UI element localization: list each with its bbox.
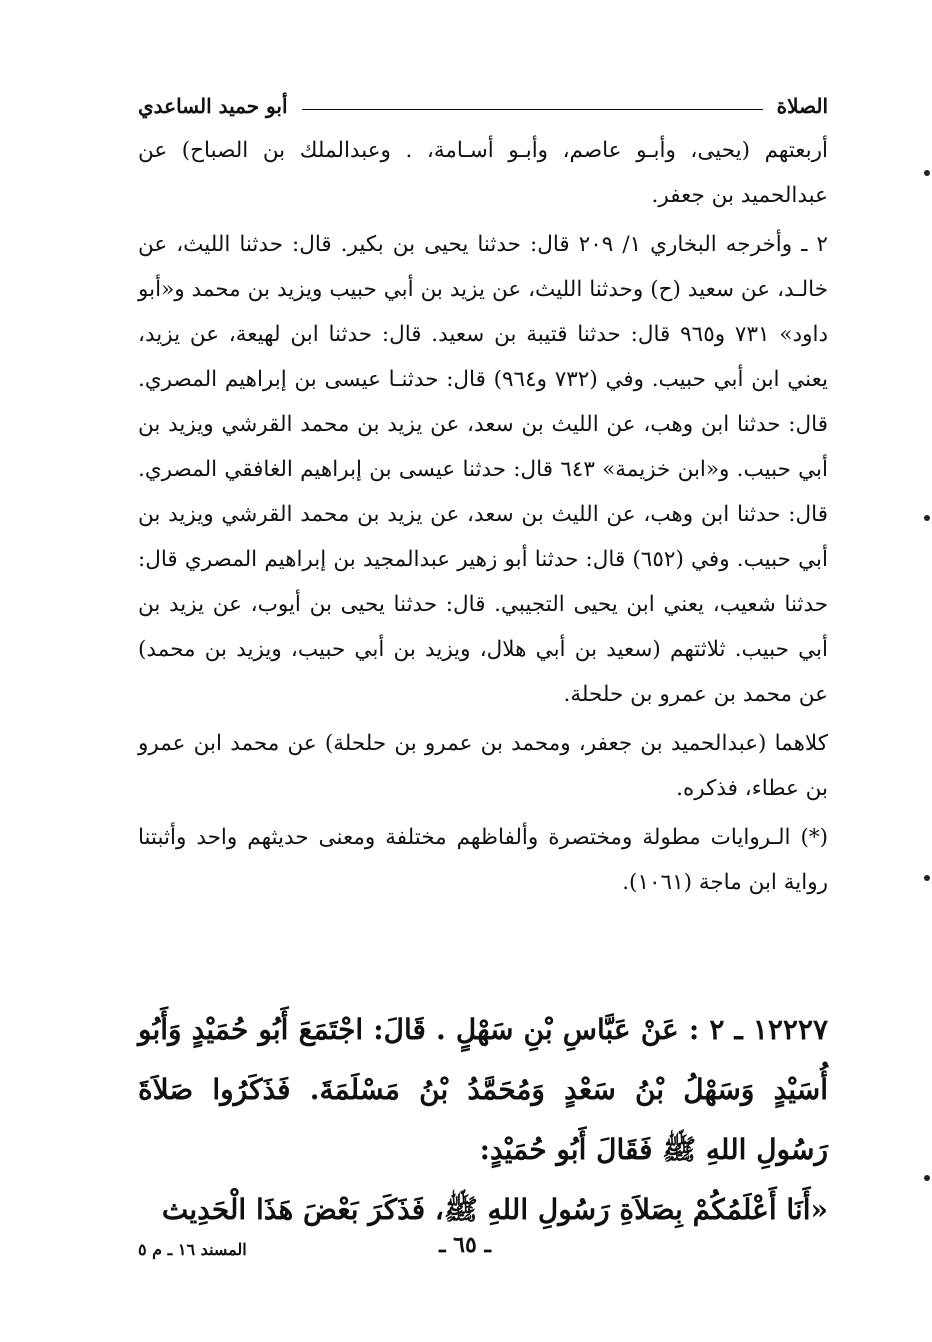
header-section-title: الصلاة	[776, 94, 828, 118]
margin-mark	[924, 515, 930, 521]
margin-mark	[924, 170, 930, 176]
hadith-paragraph: «أَنَا أَعْلَمُكُمْ بِصَلاَةِ رَسُولِ اللهِ ﷺ، فَذَكَرَ بَعْضَ هَذَا الْحَدِيث	[161, 1193, 828, 1226]
header-narrator-title: أبو حميد الساعدي	[138, 94, 288, 118]
margin-mark	[924, 1175, 930, 1181]
note-paragraph: ٢ ـ وأخرجه البخاري ١/ ٢٠٩ قال: حدثنا يحيى بن بكير. قال: حدثنا الليث، عن خالـد، عن سعيد (ح) وحدثنا الليث، عن يزيد بن أبي حبيب ويزيد بن محمد و«أبو داود» ٧٣١ و٩٦٥ قال: حدثنا قتيبة بن سعيد. قال: حدثنا ابن لهيعة، عن يزيد، يعني ابن أبي حبيب. وفي (٧٣٢ و٩٦٤) قال: حدثنـا عيسى بن إبراهيم المصري. قال: حدثنا ابن وهب، عن الليث بن سعد، عن يزيد بن محمد القرشي ويزيد بن أبي حبيب. و«ابن خزيمة» ٦٤٣ قال: حدثنا عيسى بن إبراهيم الغافقي المصري. قال: حدثنا ابن وهب، عن الليث بن سعد، عن يزيد بن محمد القرشي ويزيد بن أبي حبيب. وفي (٦٥٢) قال: حدثنا أبو زهير عبدالمجيد بن إبراهيم المصري قال: حدثنا شعيب، يعني ابن يحيى التجيبي. قال: حدثنا يحيى بن أيوب، عن يزيد بن أبي حبيب. ثلاثتهم (سعيد بن أبي هلال، ويزيد بن أبي حبيب، ويزيد بن محمد) عن محمد بن عمرو بن حلحلة.	[138, 232, 829, 707]
hadith-text	[138, 1000, 828, 1240]
footnotes-block	[138, 128, 828, 909]
header-rule	[302, 109, 763, 110]
note-paragraph: (*) الـروايات مطولة ومختصرة وألفاظهم مختلفة ومعنى حديثهم واحد وأثبتنا رواية ابن ماجة (١٠٦١).	[138, 825, 828, 895]
page-number: ـ ٦٥ ـ	[439, 1232, 491, 1258]
printer-signature: المسند ١٦ ـ م ٥	[138, 1240, 247, 1259]
note-paragraph: كلاهما (عبدالحميد بن جعفر، ومحمد بن عمرو بن حلحلة) عن محمد ابن عمرو بن عطاء، فذكره.	[138, 731, 828, 801]
hadith-paragraph: ١٢٢٢٧ ـ ٢ : عَنْ عَبَّاسِ بْنِ سَهْلٍ . قَالَ: اجْتَمَعَ أَبُو حُمَيْدٍ وَأَبُو أُسَيْدٍ وَسَهْلُ بْنُ سَعْدٍ وَمُحَمَّدُ بْنُ مَسْلَمَةَ. فَذَكَرُوا صَلاَةَ رَسُولِ اللهِ ﷺ فَقَالَ أَبُو حُمَيْدٍ:	[138, 1013, 829, 1166]
running-header	[138, 88, 828, 118]
note-paragraph: أربعتهم (يحيى، وأبـو عاصم، وأبـو أسـامة، . وعبدالملك بن الصباح) عن عبدالحميد بن جعفر.	[138, 138, 828, 208]
margin-mark	[924, 875, 930, 881]
